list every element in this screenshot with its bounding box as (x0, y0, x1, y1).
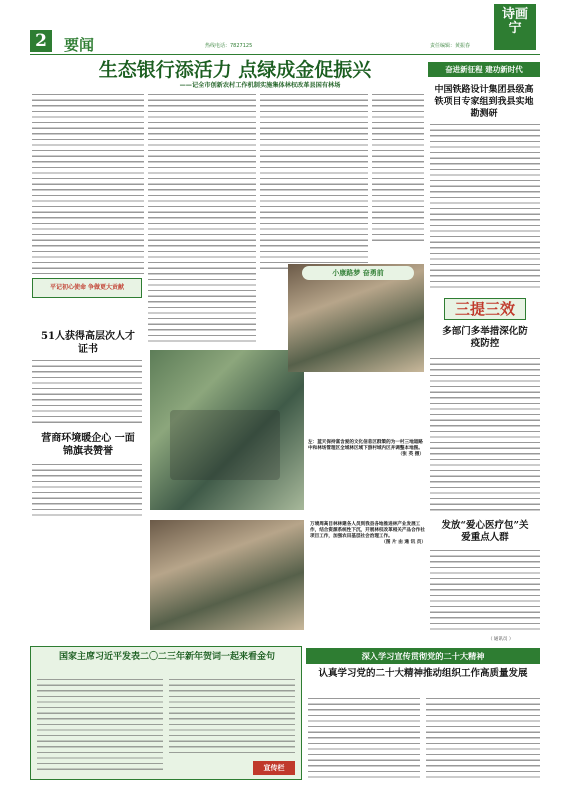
new-year-quotes-box (30, 646, 302, 780)
editor-text: 责任编辑：黄振春 (430, 43, 471, 49)
left-story1-headline: 51人获得高层次人才证书 (41, 331, 135, 355)
main-article-col-3 (260, 92, 368, 272)
left-kicker-text: 平记初心使命 争做更大贡献 (49, 284, 125, 291)
left-kicker-box (32, 278, 142, 298)
photo-forest-meeting (150, 350, 304, 510)
right-story1-body (430, 122, 540, 292)
page-header (30, 7, 540, 54)
page-number-badge: 2 (30, 30, 52, 52)
photo2-caption-text: 万境周高目林林建各人员到我县各地推进林产业发展工作，结合资源系统性下沉，开展林权改革相关产品合作社项目工作，加强农田基层社会治理工作。 (310, 522, 425, 539)
right-banner2-text: 三提三效 (454, 300, 515, 318)
main-headline: 生态银行添活力 点绿成金促振兴 (98, 59, 372, 81)
left-story1-body (32, 358, 142, 426)
right-banner-new-journey: 奋进新征程 建功新时代 (428, 62, 540, 77)
main-subhead: ——记全市创新农村工作机制实施集体林权改革县国有林场 (179, 82, 341, 89)
photo-detail-people (170, 410, 280, 480)
study-body-col-1 (308, 696, 420, 780)
study-headline: 认真学习党的二十大精神推动组织工作高质量发展 (318, 668, 528, 679)
header-rule (30, 54, 540, 55)
right-story3-author: （ 通讯员 ） (488, 637, 514, 642)
quotes-footer-tag: 宣传栏 (253, 761, 295, 775)
main-article-col-2 (148, 92, 256, 344)
quotes-col-2 (169, 677, 295, 757)
photo2-credit: （图 片 由 通 讯 员） (381, 540, 426, 545)
study-body-col-2 (426, 696, 540, 780)
photo2-caption (310, 522, 426, 546)
main-article-col-1 (32, 92, 144, 274)
brand-logo-text: 诗画宁 (501, 7, 528, 36)
photo1-caption (308, 440, 424, 458)
quotes-box-title: 国家主席习近平发表二〇二三年新年贺词一起来看金句 (58, 652, 275, 662)
photo2-overlay-banner: 小康路梦 奋勇前 (302, 266, 414, 280)
right-story3-body (430, 548, 540, 634)
brand-logo (494, 4, 536, 50)
photo-project-site (150, 520, 304, 630)
study-banner: 深入学习宣传贯彻党的二十大精神 (306, 648, 540, 664)
main-article-col-4 (372, 92, 424, 242)
right-banner-three-mentions (444, 298, 526, 320)
right-story3-headline: 发放“爱心医疗包”关爱重点人群 (441, 520, 529, 543)
hotline-text: 热线电话：7827125 (205, 43, 253, 49)
left-story2-headline: 营商环境暖企心 一面锦旗表赞誉 (41, 433, 135, 457)
right-story1-headline: 中国铁路设计集团县级高铁项目专家组到我县实地勘测研 (434, 85, 534, 119)
quotes-col-1 (37, 677, 163, 773)
left-story2-body (32, 462, 142, 518)
section-title: 要闻 (64, 36, 95, 54)
right-story2-body (430, 356, 540, 514)
photo1-caption-text: 左：蓝天保持富含爱的文化信息区群策的为一村三地道路中和林场管理区全域林区域下游村域内区并调整本地图。 (308, 440, 423, 451)
photo-field-inspection (288, 264, 424, 372)
right-story2-headline: 多部门多举措深化防疫防控 (442, 326, 528, 349)
photo1-credit: （张 英 摄） (397, 452, 424, 457)
